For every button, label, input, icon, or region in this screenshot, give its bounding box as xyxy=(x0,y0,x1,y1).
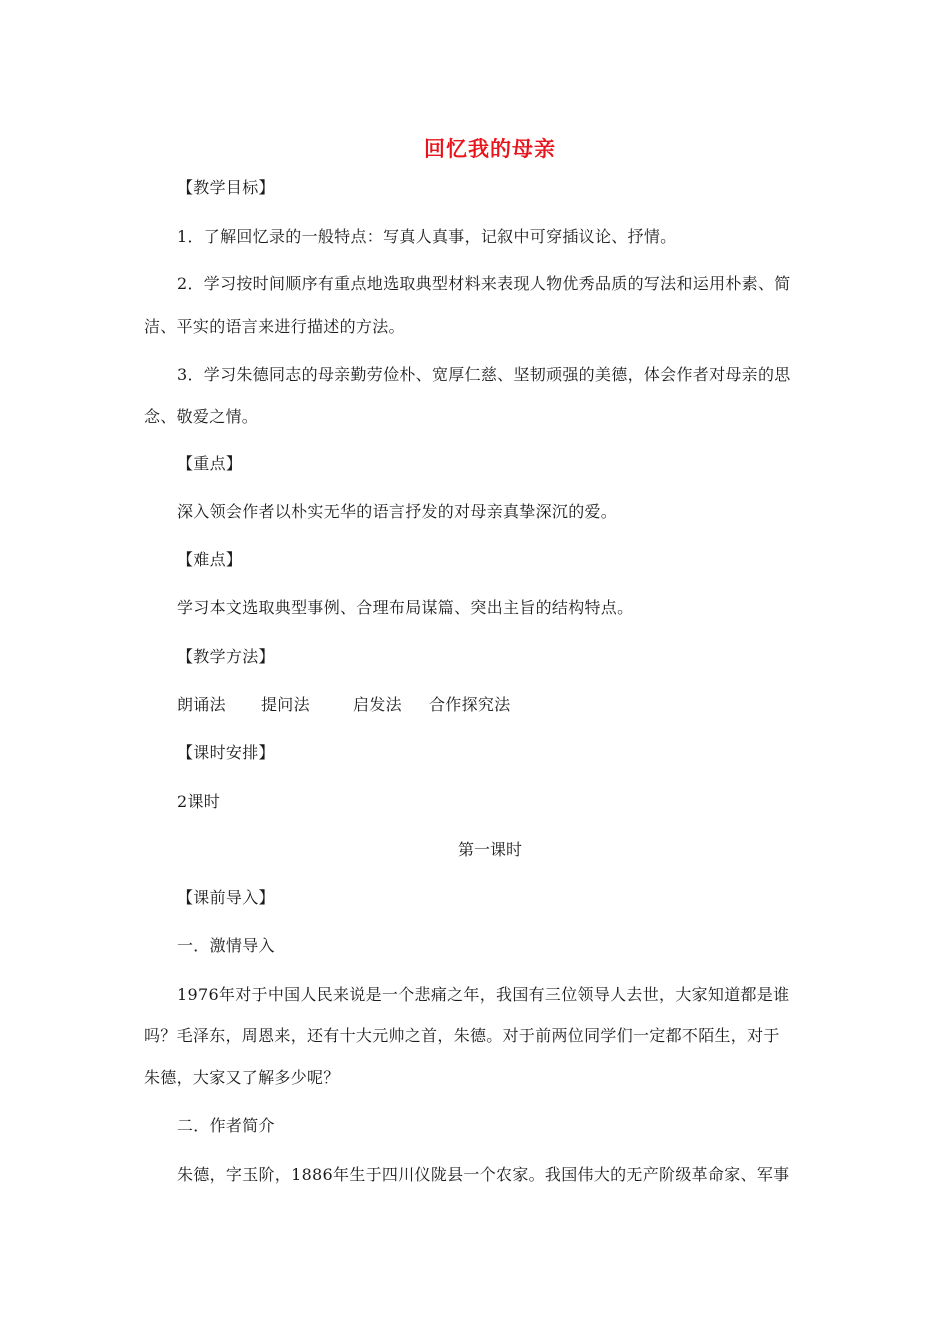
document-title: 回忆我的母亲 xyxy=(424,136,556,161)
goal-item-2-line-2: 洁、平实的语言来进行描述的方法。 xyxy=(144,317,405,336)
section-heading-methods: 【教学方法】 xyxy=(177,647,275,666)
goal-item-3-line-1: 3．学习朱德同志的母亲勤劳俭朴、宽厚仁慈、坚韧顽强的美德，体会作者对母亲的思 xyxy=(177,365,791,384)
method-item: 朗诵法 xyxy=(177,695,226,714)
schedule-text: 2课时 xyxy=(177,792,221,811)
intro-2-line-1: 朱德，字玉阶，1886年生于四川仪陇县一个农家。我国伟大的无产阶级革命家、军事 xyxy=(177,1165,790,1184)
section-heading-schedule: 【课时安排】 xyxy=(177,743,275,762)
intro-1-line-3: 朱德，大家又了解多少呢？ xyxy=(144,1068,340,1087)
goal-item-1: 1．了解回忆录的一般特点：写真人真事，记叙中可穿插议论、抒情。 xyxy=(177,227,677,246)
goal-item-3-line-2: 念、敬爱之情。 xyxy=(144,407,259,426)
method-item: 合作探究法 xyxy=(429,695,511,714)
method-item: 启发法 xyxy=(353,695,402,714)
intro-1-line-2: 吗？毛泽东，周恩来，还有十大元帅之首，朱德。对于前两位同学们一定都不陌生，对于 xyxy=(144,1026,780,1045)
goal-item-2-line-1: 2．学习按时间顺序有重点地选取典型材料来表现人物优秀品质的写法和运用朴素、简 xyxy=(177,274,791,293)
section-heading-intro: 【课前导入】 xyxy=(177,888,275,907)
key-text: 深入领会作者以朴实无华的语言抒发的对母亲真挚深沉的爱。 xyxy=(177,502,618,521)
section-heading-goals: 【教学目标】 xyxy=(177,178,275,197)
section-heading-key: 【重点】 xyxy=(177,454,243,473)
difficulty-text: 学习本文选取典型事例、合理布局谋篇、突出主旨的结构特点。 xyxy=(177,598,634,617)
methods-list xyxy=(177,694,511,716)
method-item: 提问法 xyxy=(261,695,310,714)
intro-2-heading: 二．作者简介 xyxy=(177,1116,275,1135)
intro-1-heading: 一．激情导入 xyxy=(177,936,275,955)
lesson-heading: 第一课时 xyxy=(457,840,522,859)
intro-1-line-1: 1976年对于中国人民来说是一个悲痛之年，我国有三位领导人去世，大家知道都是谁 xyxy=(177,985,790,1004)
section-heading-difficulty: 【难点】 xyxy=(177,550,243,569)
